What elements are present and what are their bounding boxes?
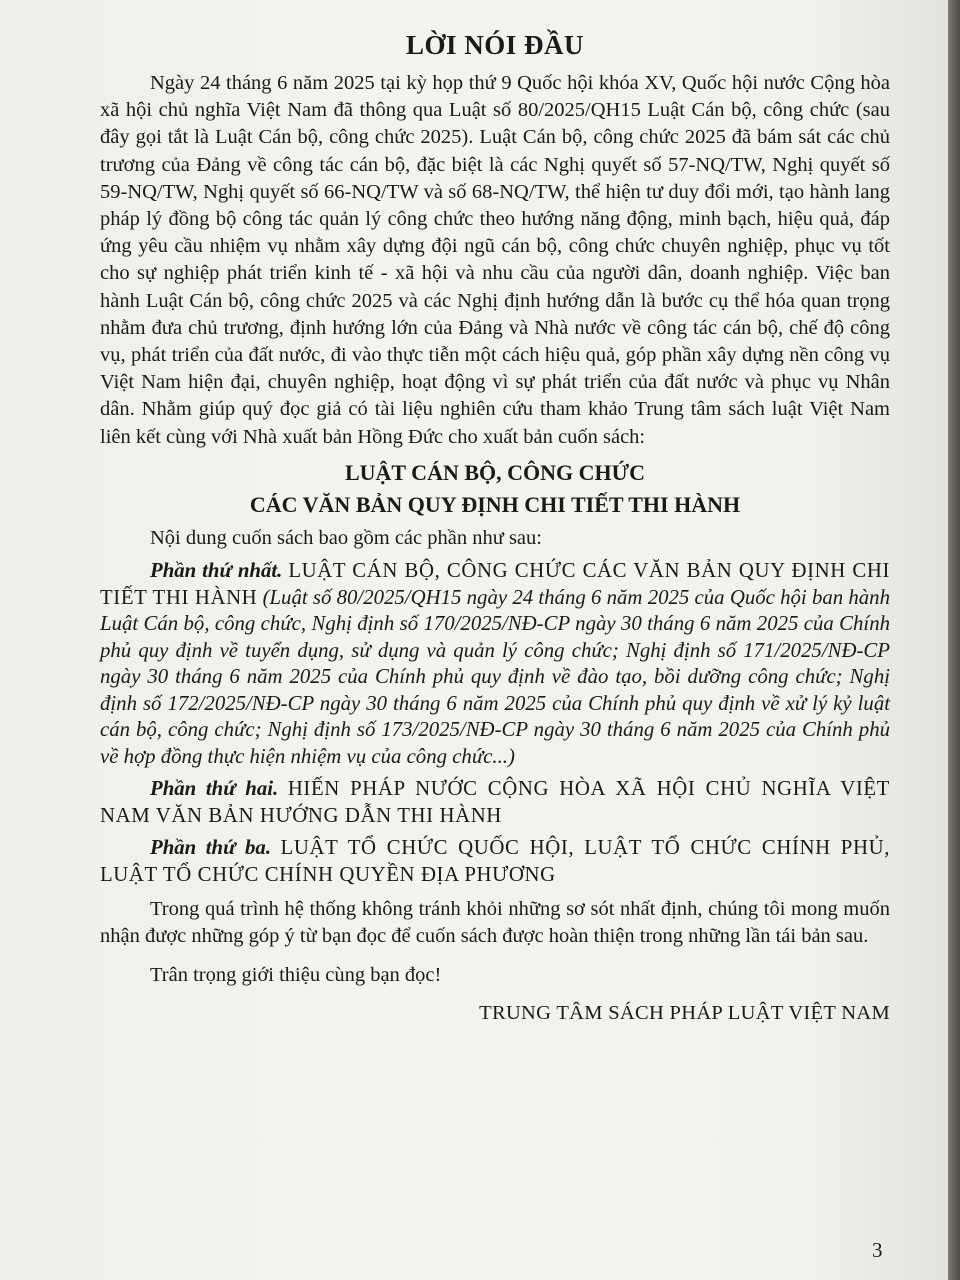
closing-paragraph: Trong quá trình hệ thống không tránh khỏi những sơ sót nhất định, chúng tôi mong muốn nhận được những góp ý từ bạn đọc để cuốn sách được hoàn thiện trong những lần tái bản sau. — [100, 898, 890, 948]
intro-paragraph: Ngày 24 tháng 6 năm 2025 tại kỳ họp thứ 9 Quốc hội khóa XV, Quốc hội nước Cộng hòa xã hội chủ nghĩa Việt Nam đã thông qua Luật số 80/2025/QH15 Luật Cán bộ, công chức (sau đây gọi tắt là Luật Cán bộ, công chức 2025). Luật Cán bộ, công chức 2025 đã bám sát các chủ trương của Đảng về công tác cán bộ, đặc biệt là các Nghị quyết số 57-NQ/TW, Nghị quyết số 59-NQ/TW, Nghị quyết số 66-NQ/TW và số 68-NQ/TW, thể hiện tư duy đổi mới, tạo hành lang pháp lý đồng bộ công tác quản lý công chức theo hướng năng động, minh bạch, hiệu quả, đáp ứng yêu cầu nhiệm vụ nhằm xây dựng đội ngũ cán bộ, công chức chuyên nghiệp, phục vụ tốt cho sự nghiệp phát triển kinh tế - xã hội và nhu cầu của người dân, doanh nghiệp. Việc ban hành Luật Cán bộ, công chức 2025 và các Nghị định hướng dẫn là bước cụ thể hóa quan trọng nhằm đưa chủ trương, định hướng lớn của Đảng và Nhà nước về công tác cán bộ, chế độ công vụ, phát triển của đất nước, đi vào thực tiễn một cách hiệu quả, góp phần xây dựng nền công vụ Việt Nam hiện đại, chuyên nghiệp, hoạt động vì sự phát triển của đất nước và phục vụ Nhân dân. Nhằm giúp quý đọc giả có tài liệu nghiên cứu tham khảo Trung tâm sách luật Việt Nam liên kết cùng với Nhà xuất bản Hồng Đức cho xuất bản cuốn sách: — [100, 72, 890, 448]
page-title: LỜI NÓI ĐẦU — [405, 30, 585, 60]
section-label: Phần thứ ba. — [150, 836, 272, 860]
section-title: LUẬT CÁN BỘ, CÔNG CHỨC CÁC VĂN BẢN QUY ĐỊNH CHI TIẾT THI HÀNH — [100, 559, 890, 609]
page-edge — [948, 0, 960, 1280]
section-note: (Luật số 80/2025/QH15 ngày 24 tháng 6 năm 2025 của Quốc hội ban hành Luật Cán bộ, công chức, Nghị định số 170/2025/NĐ-CP ngày 30 tháng 6 năm 2025 của Chính phủ quy định về tuyển dụng, sử dụng và quản lý công chức; Nghị định số 171/2025/NĐ-CP ngày 30 tháng 6 năm 2025 của Chính phủ quy định về đào tạo, bồi dưỡng công chức; Nghị định số 172/2025/NĐ-CP ngày 30 tháng 6 năm 2025 của Chính phủ quy định về xử lý kỷ luật cán bộ, công chức; Nghị định số 173/2025/NĐ-CP ngày 30 tháng 6 năm 2025 của Chính phủ về hợp đồng thực hiện nhiệm vụ của công chức...) — [100, 585, 890, 768]
page-number: 3 — [872, 1238, 883, 1262]
section-label: Phần thứ nhất. — [150, 559, 283, 583]
contents-intro: Nội dung cuốn sách bao gồm các phần như sau: — [150, 526, 542, 549]
page-content — [100, 28, 890, 1027]
section-part-3 — [100, 835, 890, 888]
section-label: Phần thứ hai. — [150, 777, 279, 801]
signature: TRUNG TÂM SÁCH PHÁP LUẬT VIỆT NAM — [479, 1001, 890, 1024]
section-title: HIẾN PHÁP NƯỚC CỘNG HÒA XÃ HỘI CHỦ NGHĨA VIỆT NAM VĂN BẢN HƯỚNG DẪN THI HÀNH — [100, 777, 890, 827]
greeting: Trân trọng giới thiệu cùng bạn đọc! — [150, 964, 442, 987]
book-title-line-1: LUẬT CÁN BỘ, CÔNG CHỨC — [344, 459, 646, 485]
section-part-2 — [100, 776, 890, 829]
section-part-1 — [100, 558, 890, 770]
section-title: LUẬT TỔ CHỨC QUỐC HỘI, LUẬT TỔ CHỨC CHÍNH PHỦ, LUẬT TỔ CHỨC CHÍNH QUYỀN ĐỊA PHƯƠNG — [100, 836, 891, 886]
book-title-line-2: CÁC VĂN BẢN QUY ĐỊNH CHI TIẾT THI HÀNH — [249, 491, 741, 517]
